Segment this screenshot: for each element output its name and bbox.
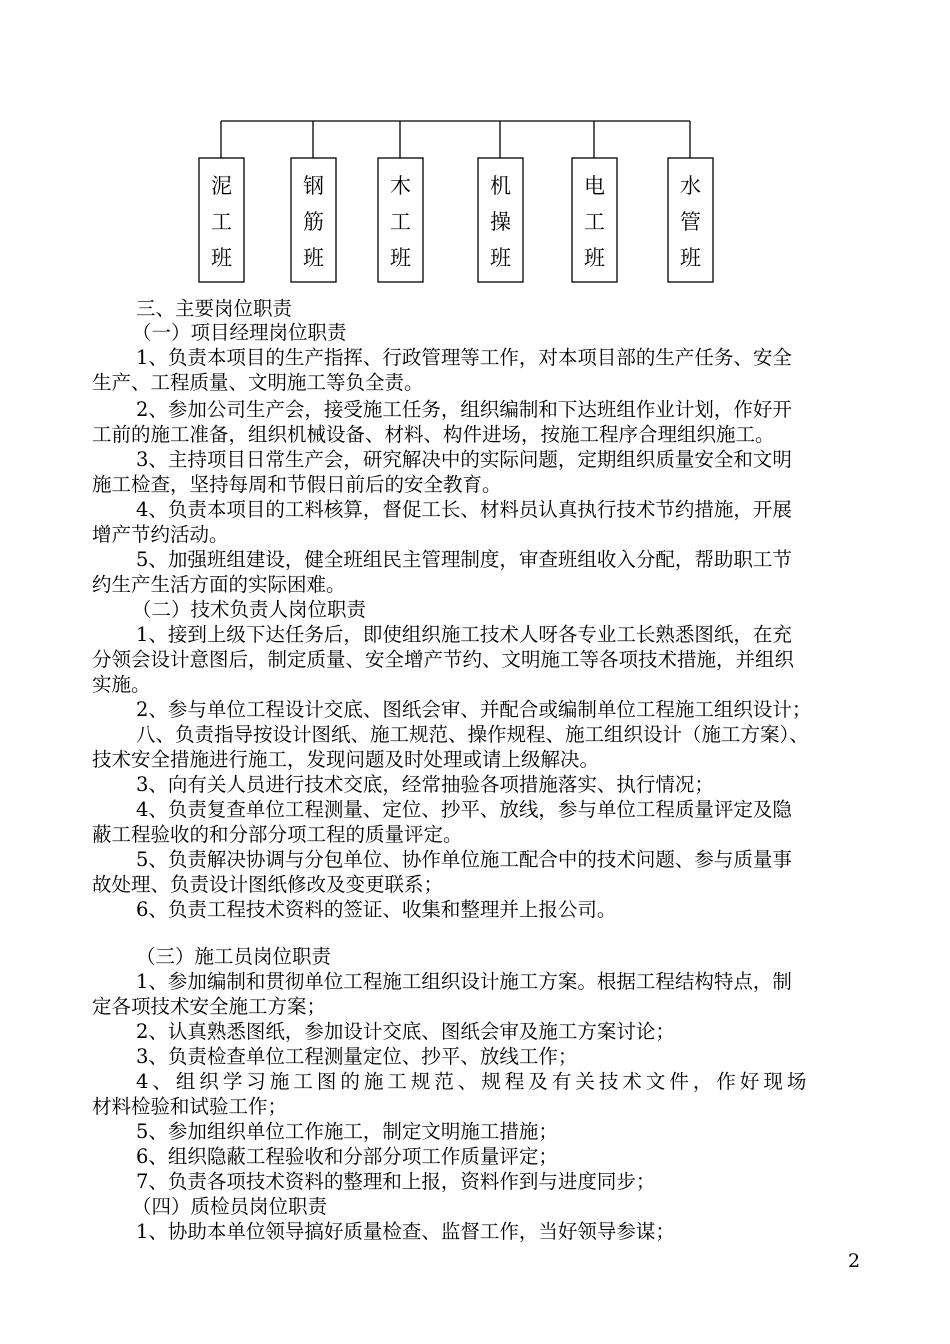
- page-number: 2: [848, 1250, 861, 1272]
- text-line: 2、认真熟悉图纸，参加设计交底、图纸会审及施工方案讨论；: [136, 1020, 675, 1043]
- text-line: 3、向有关人员进行技术交底，经常抽验各项措施落实、执行情况；: [136, 773, 714, 796]
- text-line: 4、负责复查单位工程测量、定位、抄平、放线，参与单位工程质量评定及隐: [136, 798, 792, 821]
- subsection-heading: （二）技术负责人岗位职责: [132, 598, 367, 621]
- text-line: 1、参加编制和贯彻单位工程施工组织设计施工方案。根据工程结构特点，制: [136, 970, 792, 993]
- text-line: 技术安全措施进行施工，发现问题及时处理或请上级解决。: [92, 748, 600, 771]
- text-line: 1、负责本项目的生产指挥、行政管理等工作，对本项目部的生产任务、安全: [136, 346, 792, 369]
- org-chart: [0, 0, 950, 300]
- team-label-char: 电: [584, 174, 605, 198]
- text-line: 4、负责本项目的工料核算，督促工长、材料员认真执行技术节约措施，开展: [136, 498, 792, 521]
- text-line: 1、接到上级下达任务后，即使组织施工技术人呀各专业工长熟悉图纸，在充: [136, 623, 792, 646]
- team-label-char: 工: [390, 210, 411, 234]
- text-line: 增产节约活动。: [92, 523, 229, 546]
- text-line: 蔽工程验收的和分部分项工程的质量评定。: [92, 823, 463, 846]
- text-line: 实施。: [92, 673, 151, 696]
- team-label-char: 班: [211, 246, 232, 270]
- team-label-char: 操: [490, 210, 511, 234]
- text-line: 分领会设计意图后，制定质量、安全增产节约、文明施工等各项技术措施，并组织: [92, 648, 795, 671]
- subsection-heading: （四）质检员岗位职责: [132, 1195, 328, 1218]
- team-label-char: 班: [680, 246, 701, 270]
- text-line: 施工检查，坚持每周和节假日前后的安全教育。: [92, 473, 502, 496]
- text-line: 7、负责各项技术资料的整理和上报，资料作到与进度同步；: [136, 1170, 656, 1193]
- team-label-char: 木: [390, 174, 411, 198]
- text-line: 5、负责解决协调与分包单位、协作单位施工配合中的技术问题、参与质量事: [136, 848, 792, 871]
- text-line: 1、协助本单位领导搞好质量检查、监督工作，当好领导参谋；: [136, 1220, 675, 1243]
- text-line: 6、负责工程技术资料的签证、收集和整理并上报公司。: [136, 898, 617, 921]
- text-line: 2、参加公司生产会，接受施工任务，组织编制和下达班组作业计划，作好开: [136, 398, 792, 421]
- team-label-char: 泥: [211, 174, 232, 198]
- text-line: 故处理、负责设计图纸修改及变更联系；: [92, 873, 444, 896]
- team-label-char: 管: [680, 210, 701, 234]
- team-label-char: 筋: [303, 210, 324, 234]
- text-line: 4、组织学习施工图的施工规范、规程及有关技术文件，作好现场: [136, 1070, 811, 1093]
- team-label-char: 班: [390, 246, 411, 270]
- text-line: 约生产生活方面的实际困难。: [92, 573, 346, 596]
- text-line: 定各项技术安全施工方案；: [92, 995, 327, 1018]
- text-line: 3、负责检查单位工程测量定位、抄平、放线工作；: [136, 1045, 578, 1068]
- text-line: 5、参加组织单位工作施工，制定文明施工措施；: [136, 1120, 558, 1143]
- text-line: 2、参与单位工程设计交底、图纸会审、并配合或编制单位工程施工组织设计；: [136, 698, 812, 721]
- subsection-heading: （一）项目经理岗位职责: [132, 321, 347, 344]
- text-line: 5、加强班组建设，健全班组民主管理制度，审查班组收入分配，帮助职工节: [136, 548, 792, 571]
- team-label-char: 机: [490, 174, 511, 198]
- subsection-heading: （三）施工员岗位职责: [136, 945, 332, 968]
- text-line: 生产、工程质量、文明施工等负全责。: [92, 371, 424, 394]
- team-label-char: 工: [211, 210, 232, 234]
- team-label-char: 水: [680, 174, 701, 198]
- text-line: 3、主持项目日常生产会，研究解决中的实际问题，定期组织质量安全和文明: [136, 448, 792, 471]
- text-line: 6、组织隐蔽工程验收和分部分项工作质量评定；: [136, 1145, 558, 1168]
- team-label-char: 班: [490, 246, 511, 270]
- team-label-char: 班: [303, 246, 324, 270]
- team-label-char: 工: [584, 210, 605, 234]
- team-label-char: 班: [584, 246, 605, 270]
- section-heading: 三、主要岗位职责: [136, 297, 293, 320]
- text-line: 工前的施工准备，组织机械设备、材料、构件进场，按施工程序合理组织施工。: [92, 423, 775, 446]
- text-line: 八、负责指导按设计图纸、施工规范、操作规程、施工组织设计（施工方案）、: [136, 723, 809, 746]
- team-label-char: 钢: [303, 174, 324, 198]
- text-line: 材料检验和试验工作；: [92, 1095, 288, 1118]
